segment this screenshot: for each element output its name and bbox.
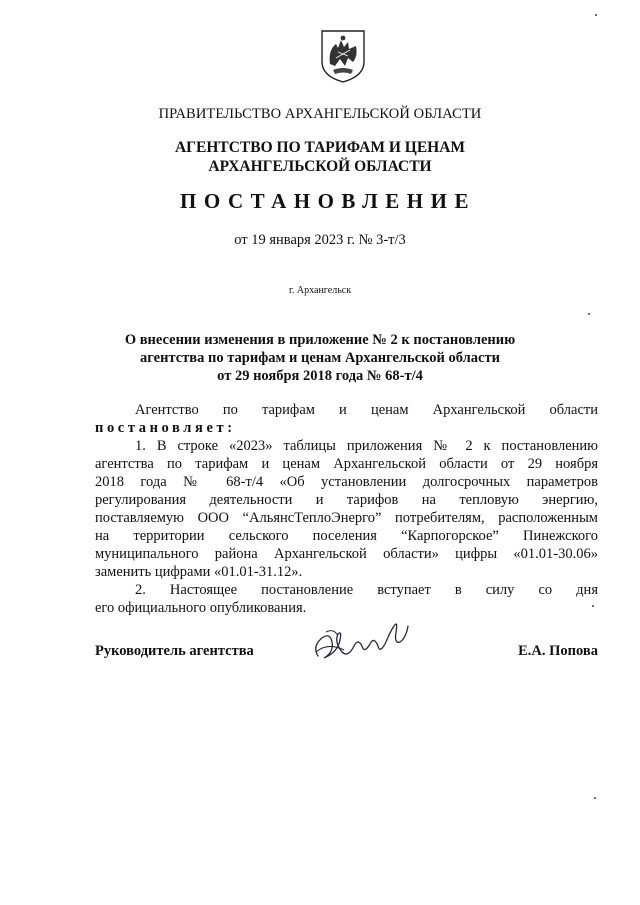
item2-line2: его официального опубликования. — [95, 600, 307, 616]
item1-line: заменить цифрами «01.01-31.12». — [95, 564, 303, 580]
intro-line1: Агентство по тарифам и ценам Архангельской области — [135, 402, 598, 418]
scan-speck — [592, 605, 594, 607]
city: г. Архангельск — [288, 285, 352, 296]
item1-line: 2018 года № 68-т/4 «Об установлении долгосрочных параметров — [95, 474, 598, 490]
agency-name-line2: АРХАНГЕЛЬСКОЙ ОБЛАСТИ — [208, 158, 432, 175]
signatory-position: Руководитель агентства — [95, 643, 254, 659]
item1-line: регулирования деятельности и тарифов на тепловую энергию, — [95, 492, 598, 508]
scan-speck — [594, 797, 596, 799]
date-and-number: от 19 января 2023 г. № 3-т/3 — [234, 232, 406, 248]
coat-of-arms-emblem — [318, 28, 368, 84]
agency-name — [0, 138, 640, 176]
document-body — [95, 401, 598, 617]
item1-line: муниципального района Архангельской области» цифры «01.01-30.06» — [95, 546, 598, 562]
title-line2: агентства по тарифам и ценам Архангельской области — [140, 350, 500, 366]
title-line3: от 29 ноября 2018 года № 68-т/4 — [217, 368, 423, 384]
document-type: ПОСТАНОВЛЕНИЕ — [180, 189, 476, 213]
scan-speck — [588, 313, 590, 315]
item2-line1: 2. Настоящее постановление вступает в силу со дня — [135, 582, 598, 598]
agency-name-line1: АГЕНТСТВО ПО ТАРИФАМ И ЦЕНАМ — [174, 139, 466, 156]
handwritten-signature — [308, 612, 418, 670]
item1-paragraph — [95, 437, 598, 581]
item1-line: агентства по тарифам и ценам Архангельской области от 29 ноября — [95, 456, 598, 472]
signatory-name: Е.А. Попова — [518, 643, 598, 659]
government-name: ПРАВИТЕЛЬСТВО АРХАНГЕЛЬСКОЙ ОБЛАСТИ — [158, 106, 482, 122]
title-line1: О внесении изменения в приложение № 2 к постановлению — [124, 332, 516, 348]
scan-speck — [595, 14, 597, 16]
intro-resolves: постановляет: — [95, 420, 236, 436]
item1-line: 1. В строке «2023» таблицы приложения № 2 к постановлению — [135, 438, 598, 454]
item1-line: на территории сельского поселения “Карпогорское” Пинежского — [95, 528, 598, 544]
item1-line: поставляемую ООО “АльянсТеплоЭнерго” потребителям, расположенным — [95, 510, 598, 526]
document-title — [0, 331, 640, 385]
